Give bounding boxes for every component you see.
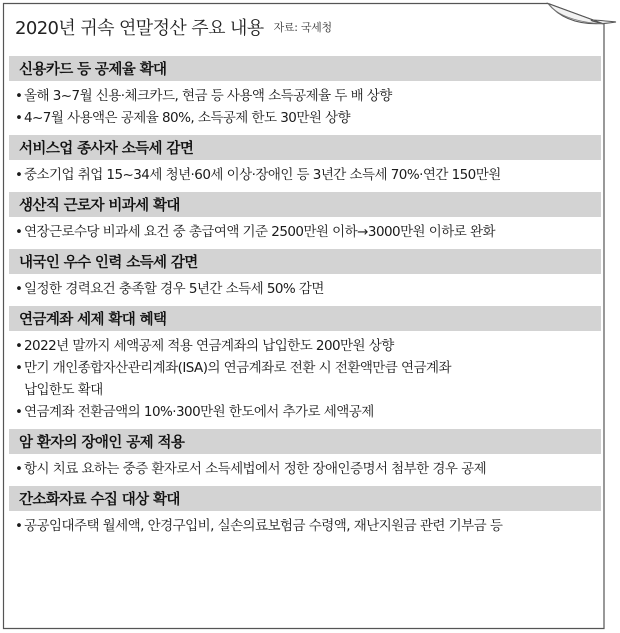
bullet-item	[15, 221, 601, 243]
bullet-dot-icon: •	[15, 167, 23, 183]
bullet-dot-icon: •	[15, 518, 23, 534]
bullet-text: 일정한 경력요건 충족할 경우 5년간 소득세 50% 감면	[24, 281, 324, 297]
document	[9, 8, 601, 537]
bullet-item	[15, 164, 601, 186]
bullet-list	[9, 454, 601, 480]
bullet-dot-icon: •	[15, 338, 23, 354]
section-heading: 서비스업 종사자 소득세 감면	[9, 135, 601, 160]
bullet-list	[9, 274, 601, 300]
sections-list	[9, 56, 601, 537]
bullet-text: 연장근로수당 비과세 요건 중 총급여액 기준 2500만원 이하→3000만원 이하로 완화	[24, 224, 495, 240]
bullet-text: 중소기업 취업 15~34세 청년·60세 이상·장애인 등 3년간 소득세 70%·연간 150만원	[24, 167, 501, 183]
bullet-text: 4~7월 사용액은 공제율 80%, 소득공제 한도 30만원 상향	[24, 110, 351, 126]
section	[9, 486, 601, 537]
bullet-text: 올해 3~7월 신용·체크카드, 현금 등 사용액 소득공제율 두 배 상향	[24, 88, 392, 104]
bullet-item	[15, 401, 601, 423]
section	[9, 56, 601, 129]
bullet-item	[15, 458, 601, 480]
bullet-dot-icon: •	[15, 461, 23, 477]
header	[9, 8, 601, 46]
bullet-list	[9, 217, 601, 243]
bullet-list	[9, 160, 601, 186]
bullet-text: 항시 치료 요하는 중증 환자로서 소득세법에서 정한 장애인증명서 첨부한 경우 공제	[24, 461, 487, 477]
page-title: 2020년 귀속 연말정산 주요 내용	[15, 18, 264, 39]
bullet-text: 공공임대주택 월세액, 안경구입비, 실손의료보험금 수령액, 재난지원금 관련 기부금 등	[24, 518, 503, 534]
bullet-item	[15, 515, 601, 537]
bullet-dot-icon: •	[15, 360, 23, 376]
source-label: 자료: 국세청	[273, 21, 332, 34]
bullet-list	[9, 331, 601, 423]
bullet-item	[15, 107, 601, 129]
section-heading: 신용카드 등 공제율 확대	[9, 56, 601, 81]
bullet-item	[15, 357, 601, 401]
section-heading: 생산직 근로자 비과세 확대	[9, 192, 601, 217]
section-heading: 암 환자의 장애인 공제 적용	[9, 429, 601, 454]
bullet-text-continued: 납입한도 확대	[24, 382, 103, 398]
bullet-item	[15, 335, 601, 357]
bullet-item	[15, 85, 601, 107]
bullet-dot-icon: •	[15, 281, 23, 297]
section	[9, 192, 601, 243]
section-heading: 연금계좌 세제 확대 혜택	[9, 306, 601, 331]
bullet-text: 연금계좌 전환금액의 10%·300만원 한도에서 추가로 세액공제	[24, 404, 374, 420]
bullet-item	[15, 278, 601, 300]
section-heading: 간소화자료 수집 대상 확대	[9, 486, 601, 511]
bullet-dot-icon: •	[15, 110, 23, 126]
section	[9, 249, 601, 300]
bullet-dot-icon: •	[15, 88, 23, 104]
section-heading: 내국인 우수 인력 소득세 감면	[9, 249, 601, 274]
bullet-dot-icon: •	[15, 224, 23, 240]
section	[9, 429, 601, 480]
bullet-list	[9, 511, 601, 537]
bullet-text: 2022년 말까지 세액공제 적용 연금계좌의 납입한도 200만원 상향	[24, 338, 394, 354]
bullet-list	[9, 81, 601, 129]
bullet-text: 만기 개인종합자산관리계좌(ISA)의 연금계좌로 전환 시 전환액만큼 연금계좌	[24, 360, 451, 376]
bullet-dot-icon: •	[15, 404, 23, 420]
section	[9, 135, 601, 186]
section	[9, 306, 601, 423]
